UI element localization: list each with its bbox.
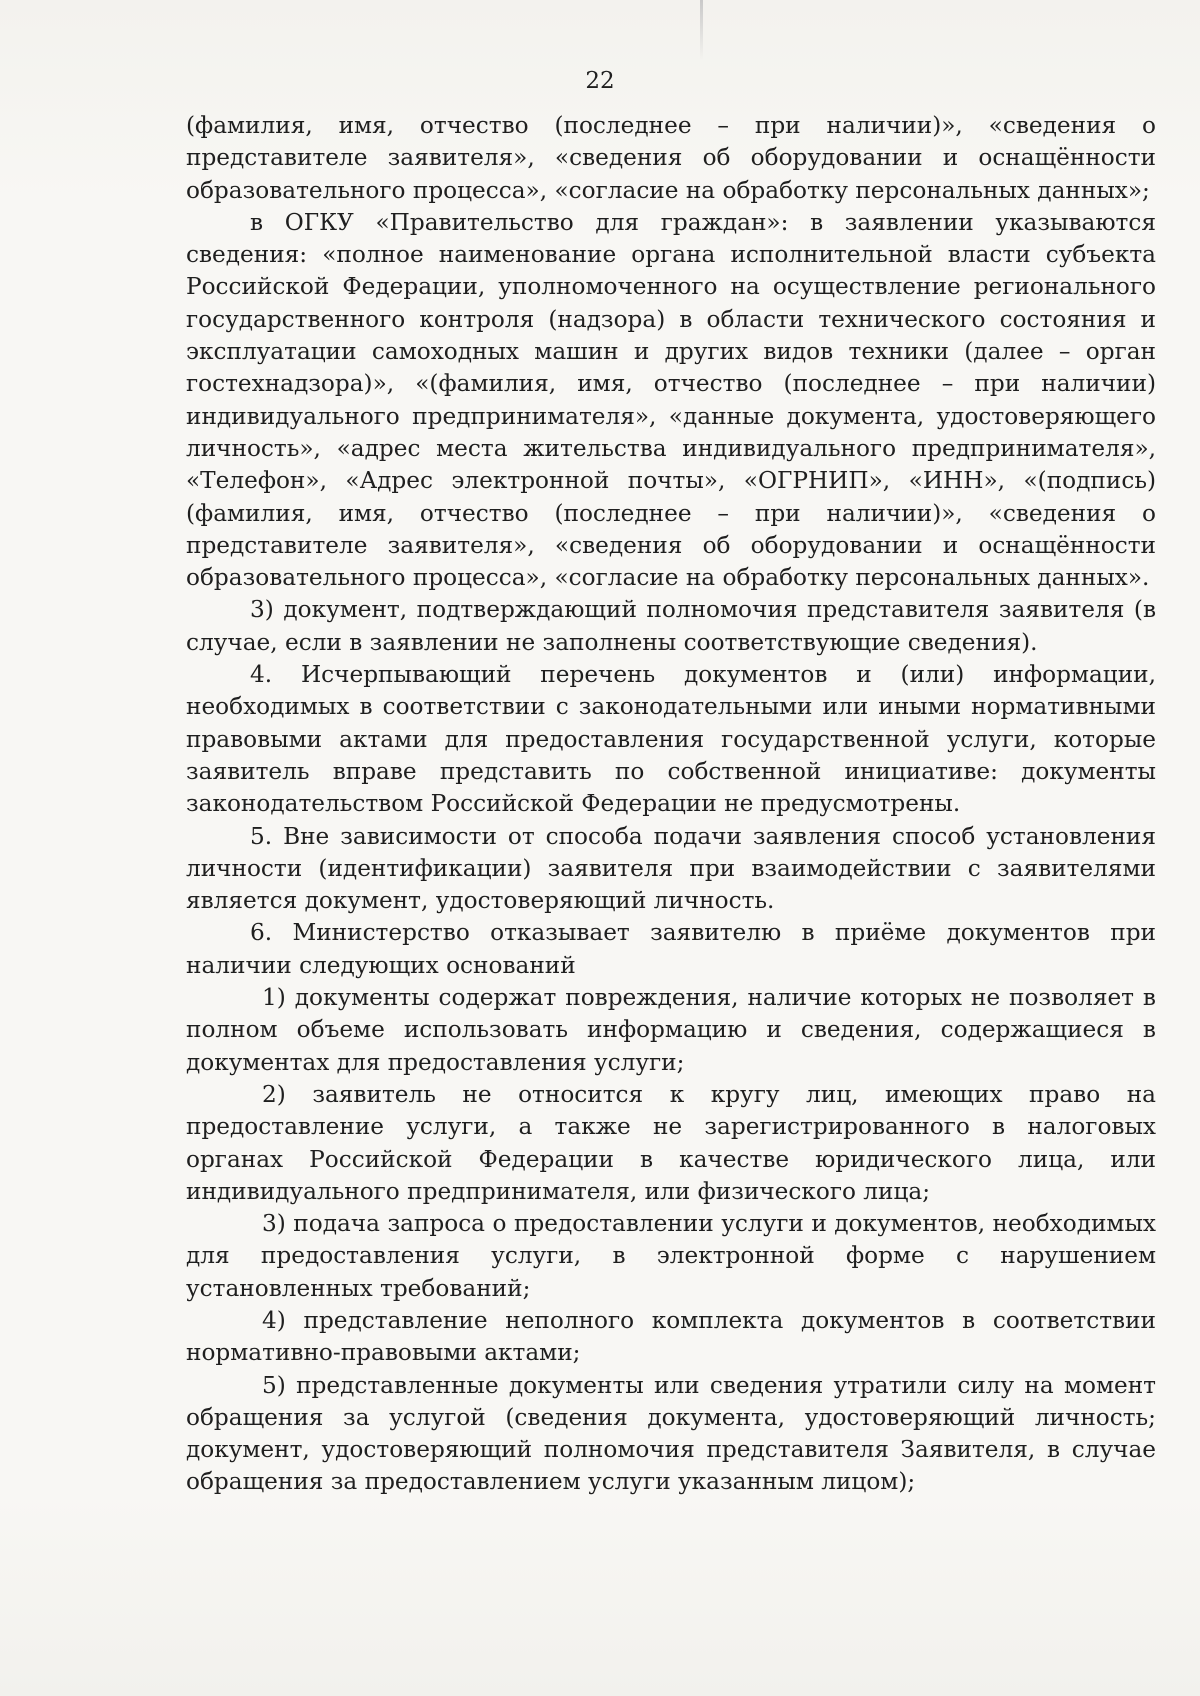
paragraph: 3) подача запроса о предоставлении услуги и документов, необходимых для предоставления услуги, в электронной форме с нарушением установленных требований;	[186, 1210, 1156, 1302]
scan-staple-mark	[700, 0, 703, 60]
paragraph: 1) документы содержат повреждения, наличие которых не позволяет в полном объеме использовать информацию и сведения, содержащиеся в документах для предоставления услуги;	[186, 984, 1156, 1076]
paragraph: (фамилия, имя, отчество (последнее – при наличии)», «сведения о представителе заявителя», «сведения об оборудовании и оснащённости образовательного процесса», «согласие на обработку персональных данных»;	[186, 112, 1156, 204]
paragraph: 6. Министерство отказывает заявителю в приёме документов при наличии следующих оснований	[186, 919, 1156, 979]
paragraph: 4) представление неполного комплекта документов в соответствии нормативно-правовыми актами;	[186, 1306, 1156, 1367]
paragraph: 5. Вне зависимости от способа подачи заявления способ установления личности (идентификации) заявителя при взаимодействии с заявителями является документ, удостоверяющий личность.	[186, 822, 1156, 915]
page-number: 22	[585, 68, 615, 94]
paragraph: в ОГКУ «Правительство для граждан»: в заявлении указываются сведения: «полное наименование органа исполнительной власти субъекта Российской Федерации, уполномоченного на осуществление регионального государственного контроля (надзора) в области технического состояния и эксплуатации самоходных машин и других видов техники (далее – орган гостехнадзора)», «(фамилия, имя, отчество (последнее – при наличии) индивидуального предпринимателя», «данные документа, удостоверяющего личность», «адрес места жительства индивидуального предпринимателя», «Телефон», «Адрес электронной почты», «ОГРНИП», «ИНН», «(подпись) (фамилия, имя, отчество (последнее – при наличии)», «сведения о представителе заявителя», «сведения об оборудовании и оснащённости образовательного процесса», «согласие на обработку персональных данных».	[186, 208, 1156, 592]
paragraph: 5) представленные документы или сведения утратили силу на момент обращения за услугой (сведения документа, удостоверяющий личность; документ, удостоверяющий полномочия представителя Заявителя, в случае обращения за предоставлением услуги указанным лицом);	[186, 1371, 1156, 1496]
paragraph: 2) заявитель не относится к кругу лиц, имеющих право на предоставление услуги, а также не зарегистрированного в налоговых органах Российской Федерации в качестве юридического лица, или индивидуального предпринимателя, или физического лица;	[186, 1080, 1156, 1205]
document-body	[186, 110, 1156, 1499]
paragraph: 3) документ, подтверждающий полномочия представителя заявителя (в случае, если в заявлении не заполнены соответствующие сведения).	[186, 596, 1156, 656]
paragraph: 4. Исчерпывающий перечень документов и (или) информации, необходимых в соответствии с законодательными или иными нормативными правовыми актами для предоставления государственной услуги, которые заявитель вправе представить по собственной инициативе: документы законодательством Российской Федерации не предусмотрены.	[186, 661, 1156, 818]
